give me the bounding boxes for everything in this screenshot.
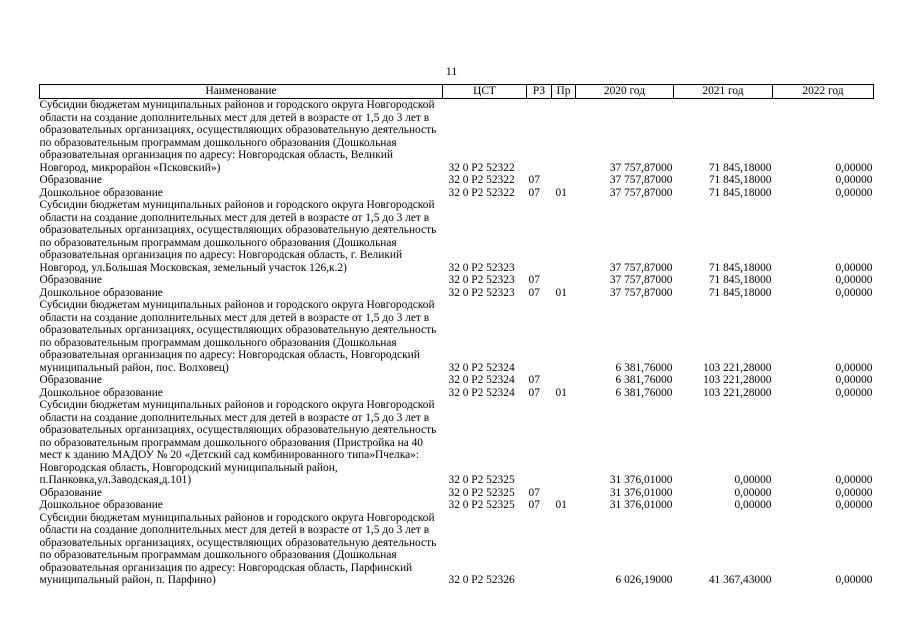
cell-rz	[527, 399, 552, 487]
cell-pr: 01	[555, 386, 567, 399]
cell-2020: 37 757,87000	[609, 174, 673, 186]
cell-name: Субсидии бюджетам муниципальных районов и городского округа Новгородской области на создание дополнительных мест для детей в возрасте от 1,5 до 3 лет в образовательных организациях, осуществляющих образовательную деятельность по образовательным программам дошкольного образования (Дошкольная образовательная организация по адресу: Новгородская область, Новгородский муниципальный район, пос. Волховец)	[39, 299, 437, 374]
cell-pr: 01	[555, 499, 567, 511]
header-2021: 2021 год	[674, 85, 773, 99]
header-row	[40, 85, 874, 99]
cell-cst: 32 0 P2 52323	[448, 261, 515, 274]
header-rz: РЗ	[527, 85, 552, 99]
header-2020: 2020 год	[576, 85, 674, 99]
header-cst: ЦСТ	[443, 85, 527, 99]
page-number: 11	[445, 64, 458, 78]
cell-rz: 07	[528, 286, 540, 299]
cell-name: Субсидии бюджетам муниципальных районов и городского округа Новгородской области на создание дополнительных мест для детей в возрасте от 1,5 до 3 лет в образовательных организациях, осуществляющих образовательную деятельность по образовательным программам дошкольного образования (Дошкольная образовательная организация по адресу: Новгородская область, Великий Новгород, микрорайон «Псковский»)	[39, 99, 437, 174]
cell-2021: 71 845,18000	[708, 161, 772, 174]
table-row	[40, 299, 874, 374]
cell-rz	[527, 512, 552, 587]
cell-2022: 0,00000	[835, 474, 873, 486]
table-row	[40, 199, 874, 274]
cell-2022: 0,00000	[835, 574, 873, 586]
cell-2021: 0,00000	[734, 474, 772, 486]
cell-pr: 01	[555, 286, 567, 299]
cell-name: Образование	[39, 374, 102, 386]
cell-cst: 32 0 P2 52322	[448, 161, 515, 174]
table-row	[40, 399, 874, 487]
cell-2021: 71 845,18000	[708, 286, 772, 299]
cell-2021: 0,00000	[734, 486, 772, 499]
cell-pr	[552, 199, 576, 274]
cell-name: Образование	[39, 174, 102, 186]
cell-2022: 0,00000	[835, 374, 873, 386]
cell-2020: 31 376,01000	[609, 474, 673, 486]
cell-2020: 37 757,87000	[609, 261, 673, 274]
cell-2021: 71 845,18000	[708, 174, 772, 186]
cell-rz: 07	[528, 499, 540, 511]
cell-2020: 6 381,76000	[615, 374, 673, 386]
cell-2021: 103 221,28000	[703, 374, 772, 386]
cell-2022: 0,00000	[835, 274, 873, 286]
cell-2022: 0,00000	[835, 174, 873, 186]
header-name: Наименование	[40, 85, 443, 99]
cell-2021: 71 845,18000	[708, 261, 772, 274]
cell-2020: 6 381,76000	[615, 361, 673, 374]
cell-pr	[552, 274, 576, 287]
cell-rz: 07	[528, 186, 540, 199]
cell-name: Дошкольное образование	[39, 286, 163, 299]
budget-table	[39, 84, 874, 587]
cell-cst: 32 0 P2 52322	[448, 174, 515, 186]
table-row	[40, 174, 874, 187]
cell-2021: 103 221,28000	[703, 361, 772, 374]
cell-cst: 32 0 P2 52324	[448, 361, 515, 374]
cell-2021: 71 845,18000	[708, 274, 772, 286]
cell-rz: 07	[528, 486, 540, 499]
table-row	[40, 99, 874, 175]
table-body	[40, 99, 874, 587]
cell-cst: 32 0 P2 52324	[448, 374, 515, 386]
cell-2021: 71 845,18000	[708, 186, 772, 199]
table-row	[40, 487, 874, 500]
table-row	[40, 287, 874, 300]
cell-pr	[552, 512, 576, 587]
table-row	[40, 499, 874, 512]
cell-name: Субсидии бюджетам муниципальных районов и городского округа Новгородской области на создание дополнительных мест для детей в возрасте от 1,5 до 3 лет в образовательных организациях, осуществляющих образовательную деятельность по образовательным программам дошкольного образования (Дошкольная образовательная организация по адресу: Новгородская область, г. Великий Новгород, ул.Большая Московская, земельный участок 126,к.2)	[39, 199, 437, 274]
table-row	[40, 512, 874, 587]
cell-2022: 0,00000	[835, 161, 873, 174]
cell-pr	[552, 299, 576, 374]
cell-cst: 32 0 P2 52325	[448, 499, 515, 511]
cell-2022: 0,00000	[835, 361, 873, 374]
cell-rz	[527, 199, 552, 274]
cell-pr	[552, 374, 576, 387]
cell-2020: 37 757,87000	[609, 286, 673, 299]
cell-pr	[552, 399, 576, 487]
cell-name: Дошкольное образование	[39, 499, 163, 511]
cell-2022: 0,00000	[835, 386, 873, 399]
cell-2020: 37 757,87000	[609, 274, 673, 286]
cell-name: Дошкольное образование	[39, 186, 163, 199]
cell-2022: 0,00000	[835, 286, 873, 299]
cell-name: Образование	[39, 486, 102, 499]
cell-2020: 6 381,76000	[615, 386, 673, 399]
table-row	[40, 187, 874, 200]
cell-name: Субсидии бюджетам муниципальных районов и городского округа Новгородской области на создание дополнительных мест для детей в возрасте от 1,5 до 3 лет в образовательных организациях, осуществляющих образовательную деятельность по образовательным программам дошкольного образования (Дошкольная образовательная организация по адресу: Новгородская область, Парфинский муниципальный район, п. Парфино)	[39, 511, 437, 586]
cell-2022: 0,00000	[835, 499, 873, 511]
cell-name: Образование	[39, 274, 102, 286]
cell-2020: 37 757,87000	[609, 186, 673, 199]
cell-cst: 32 0 P2 52325	[448, 474, 515, 486]
cell-2022: 0,00000	[835, 186, 873, 199]
cell-2022: 0,00000	[835, 486, 873, 499]
cell-2022: 0,00000	[835, 261, 873, 274]
cell-2021: 41 367,43000	[708, 574, 772, 586]
cell-pr	[552, 99, 576, 175]
cell-2020: 6 026,19000	[615, 574, 673, 586]
cell-rz: 07	[528, 274, 540, 286]
cell-2021: 0,00000	[734, 499, 772, 511]
header-2022: 2022 год	[773, 85, 874, 99]
table-header	[40, 85, 874, 99]
cell-cst: 32 0 P2 52326	[448, 574, 515, 586]
cell-2021: 103 221,28000	[703, 386, 772, 399]
cell-pr	[552, 174, 576, 187]
cell-rz: 07	[528, 374, 540, 386]
cell-rz	[527, 299, 552, 374]
cell-pr: 01	[555, 186, 567, 199]
table-row	[40, 387, 874, 400]
cell-cst: 32 0 P2 52322	[448, 186, 515, 199]
cell-cst: 32 0 P2 52325	[448, 486, 515, 499]
cell-rz: 07	[528, 386, 540, 399]
cell-cst: 32 0 P2 52323	[448, 286, 515, 299]
cell-cst: 32 0 P2 52323	[448, 274, 515, 286]
cell-pr	[552, 487, 576, 500]
cell-name: Дошкольное образование	[39, 386, 163, 399]
cell-2020: 31 376,01000	[609, 486, 673, 499]
table-row	[40, 374, 874, 387]
header-pr: Пр	[552, 85, 576, 99]
cell-rz: 07	[528, 174, 540, 186]
cell-2020: 37 757,87000	[609, 161, 673, 174]
cell-rz	[527, 99, 552, 175]
cell-cst: 32 0 P2 52324	[448, 386, 515, 399]
table-row	[40, 274, 874, 287]
cell-2020: 31 376,01000	[609, 499, 673, 511]
cell-name: Субсидии бюджетам муниципальных районов и городского округа Новгородской области на создание дополнительных мест для детей в возрасте от 1,5 до 3 лет в образовательных организациях, осуществляющих образовательную деятельность по образовательным программам дошкольного образования (Пристройка на 40 мест к зданию МАДОУ № 20 «Детский сад комбинированного типа»Пчелка»: Новгородская область, Новгородский муниципальный район, п.Панковка,ул.Заводская,д.101)	[39, 399, 437, 486]
